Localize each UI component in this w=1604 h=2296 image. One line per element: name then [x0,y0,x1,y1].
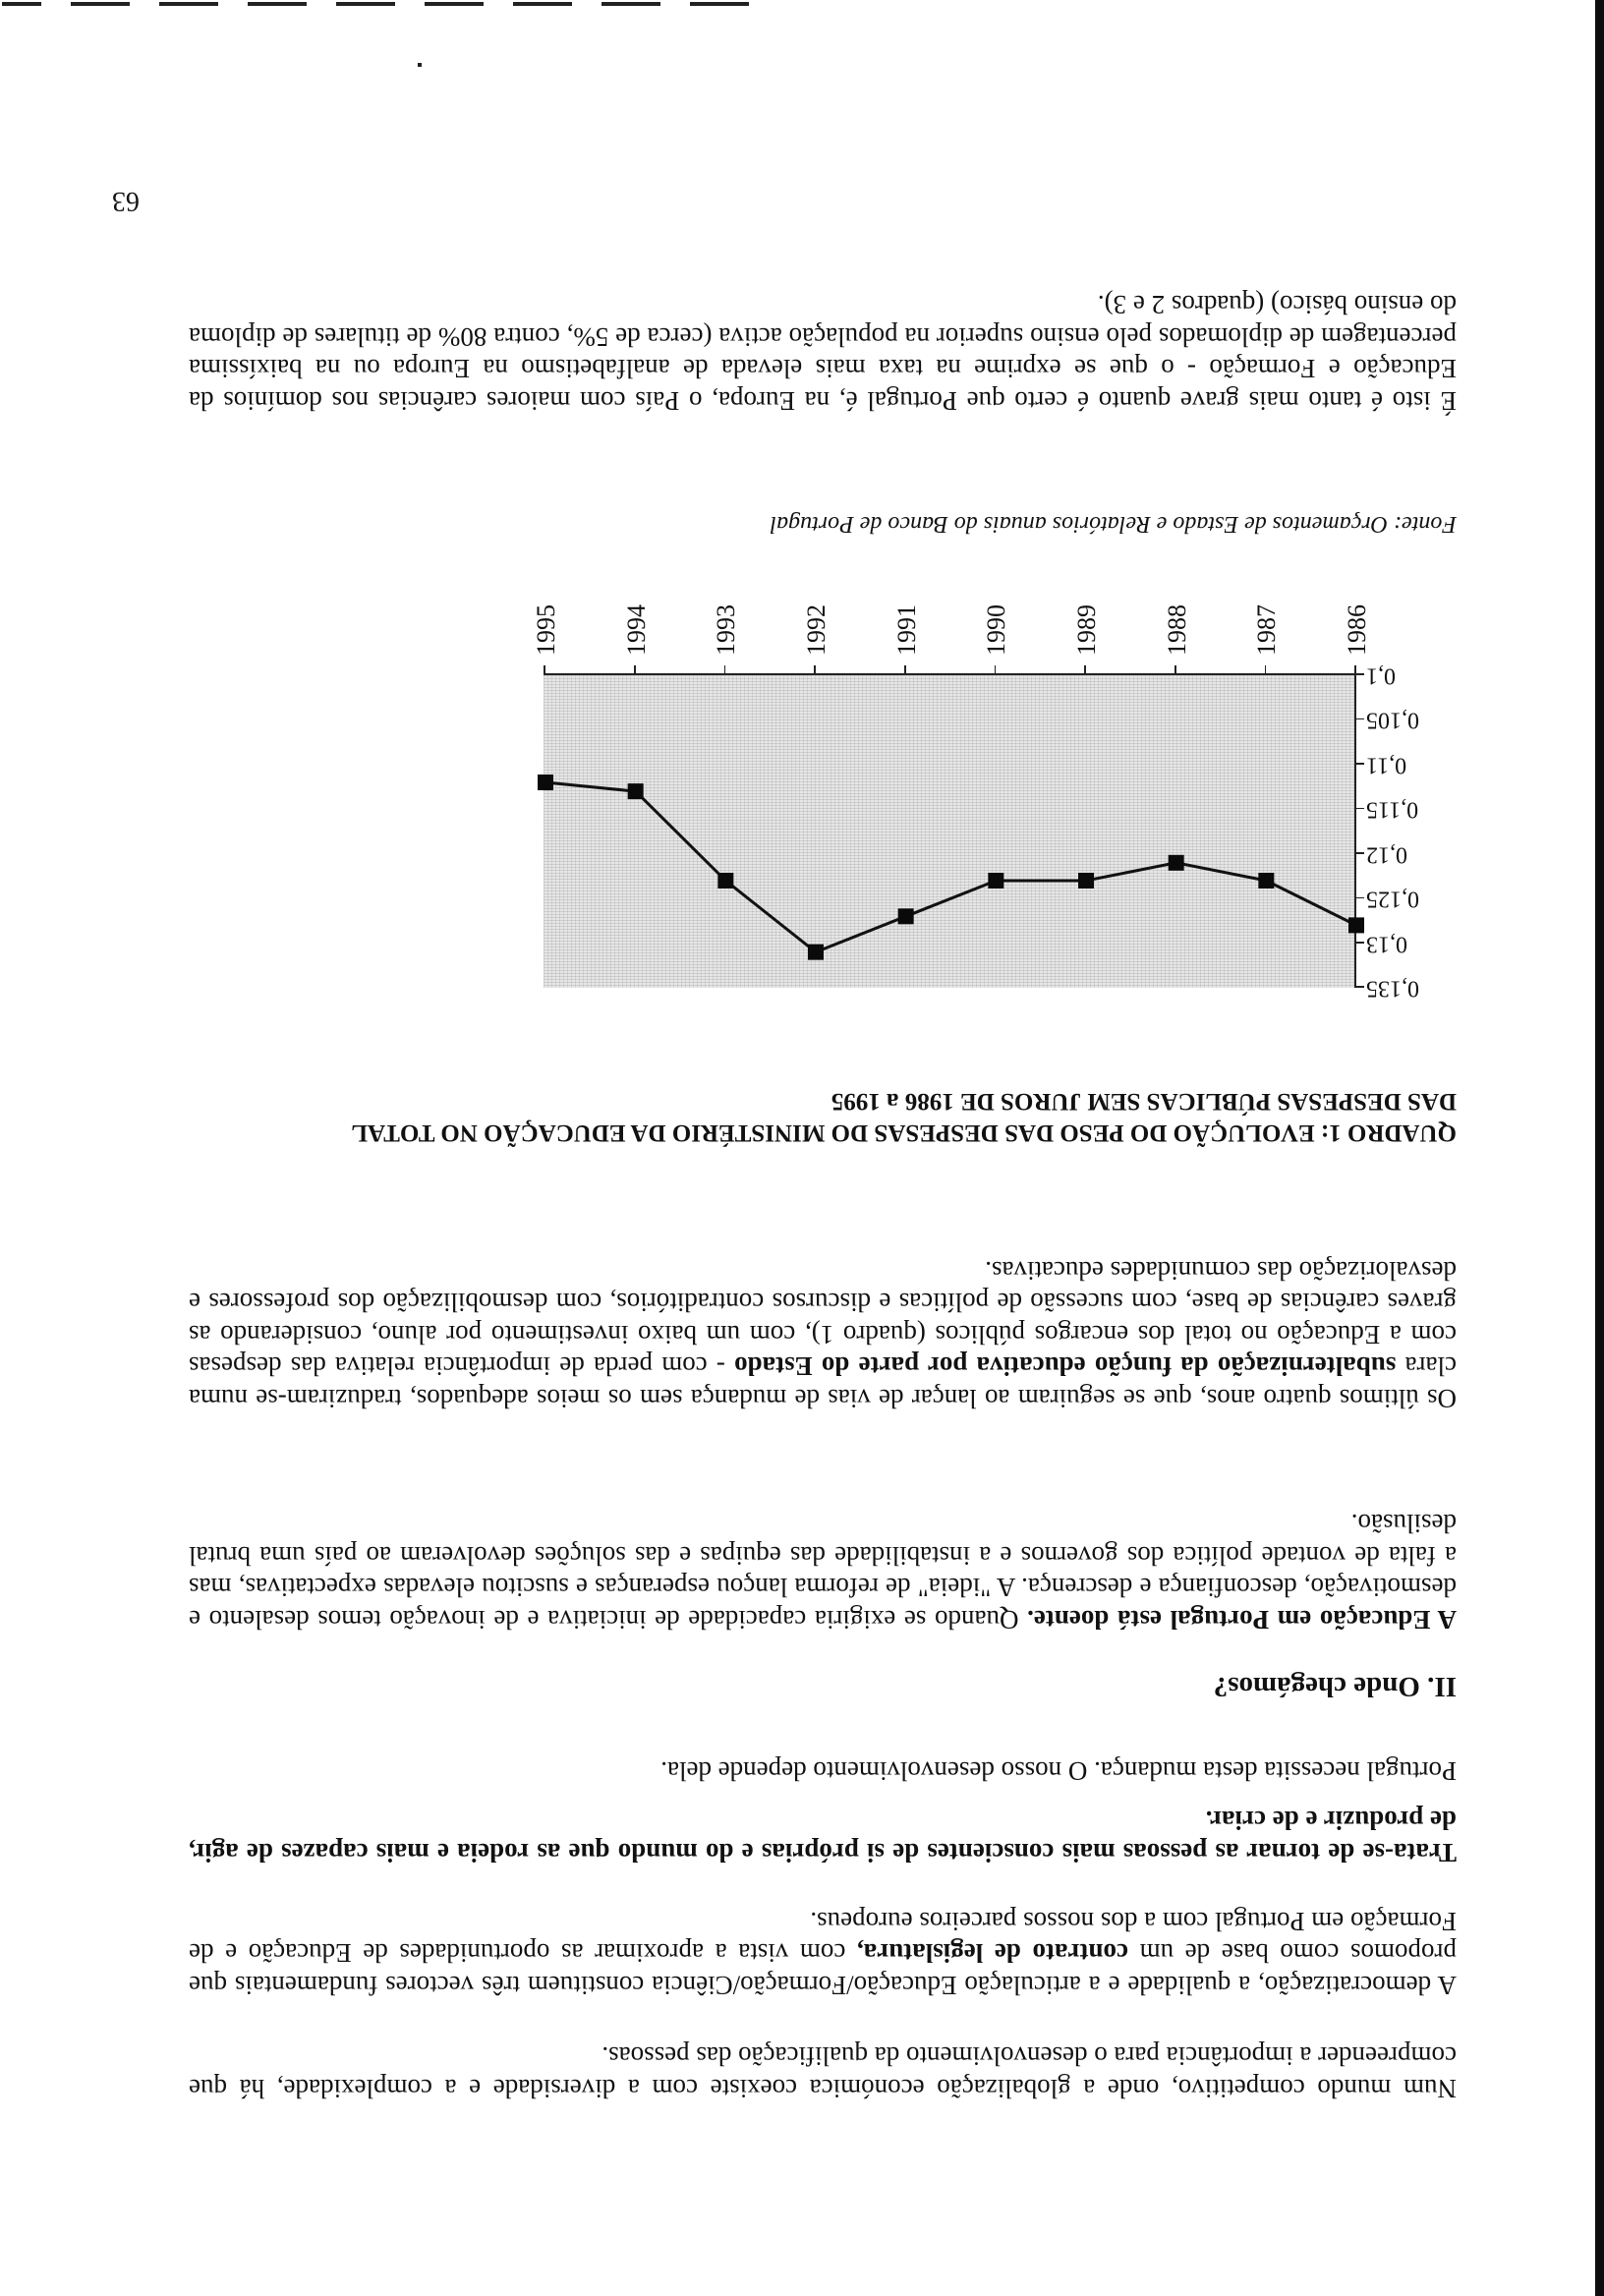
y-tick-label: 0,11 [1366,752,1407,778]
emphasis-subalternizacao: subalternização da função educativa por parte do Estado [734,1351,1397,1382]
y-tick-label: 0,115 [1366,796,1419,823]
x-tick-label: 1992 [802,604,831,656]
square-marker-icon [988,873,1003,889]
y-tick-label: 0,105 [1366,707,1419,733]
x-tick [904,665,906,675]
square-marker-icon [1169,855,1184,871]
paragraph-text [189,1906,1457,2002]
scan-edge-marks [2,2,749,6]
x-tick [544,665,546,675]
square-marker-icon [898,908,914,924]
y-tick-label: 0,1 [1366,662,1396,689]
paragraph-educacao-doente [189,1508,1457,1636]
y-tick-label: 0,13 [1366,931,1407,957]
square-marker-icon [1258,873,1274,889]
x-tick [1265,665,1267,675]
x-tick-label: 1990 [982,604,1011,656]
x-tick-label: 1993 [712,604,741,656]
x-tick-label: 1988 [1162,604,1191,656]
x-tick-label: 1995 [532,604,560,656]
x-tick [995,665,997,675]
paragraph-portugal-necessita [189,1755,1457,1788]
y-tick-label: 0,135 [1366,975,1419,1002]
data-series [545,675,1356,988]
figure-title [189,1085,1457,1148]
paragraph-ultimos-anos [189,1255,1457,1415]
x-tick [1085,665,1087,675]
x-tick-label: 1989 [1072,604,1101,656]
paragraph-democratizacao [189,1906,1457,2002]
x-tick-label: 1986 [1343,604,1371,656]
text-run: A democratização, a qualidade e a articulação Educação/Formação/Ciência constituem três vectores fundamentais que propomos como base de um [189,1938,1457,2000]
scan-border [1595,0,1604,2296]
paragraph-text: É isto é tanto mais grave quanto é certo que Portugal é, na Europa, o País com maiores carências nos domínios da Educação e Formação - o que se exprime na taxa mais elevada de analfabetismo na Europa ou na baixíssima percentagem de diplomados pelo ensino superior na população activa (cerca de 5%, contra 80% de titulares de diploma do ensino básico) (quadros 2 e 3). [189,290,1457,416]
text-run: com vista a aproximar as oportunidades de Educação e de Formação em Portugal com a dos nossos parceiros europeus. [189,1907,1457,1969]
paragraph-text [189,1255,1457,1415]
text-run: - com perda de importância relativa das despesas com a Educação no total dos encargos públicos (quadro 1), com um baixo investimento por aluno, considerando as graves carências de base, com sucessão de políticas e discursos contraditórios, com desmobilização dos professores e desvalorização das comunidades educativas. [188,1256,1457,1382]
paragraph-text: Trata-se de tornar as pessoas mais conscientes de si próprias e do mundo que as rodeia e mais capazes de agir, de produzir e de criar. [189,1806,1457,1867]
paragraph-isto-grave [189,289,1457,417]
x-tick-label: 1987 [1252,604,1282,656]
paragraph-text [189,1508,1457,1636]
text-run: Os últimos quatro anos, que se seguiram ao lançar de vias de mudança sem os meios adequados, traduziram-se numa clara [189,1351,1457,1413]
series-line [545,782,1356,952]
x-tick [1174,665,1176,675]
figure-source: Fonte: Orçamentos de Estado e Relatórios anuais do Banco de Portugal [770,511,1457,537]
figure-title-line: DAS DESPESAS PÚBLICAS SEM JUROS DE 1986 a 1995 [831,1088,1457,1115]
paragraph-text: Portugal necessita desta mudança. O nosso desenvolvimento depende dela. [660,1756,1457,1786]
line-chart [474,556,1457,1018]
square-marker-icon [1078,873,1094,889]
x-tick [724,665,726,675]
x-tick [815,665,817,675]
x-tick [1355,665,1357,675]
y-tick-label: 0,12 [1366,841,1407,868]
square-marker-icon [628,783,644,799]
text-run: Quando se exigiria capacidade de iniciativa e de inovação temos desalento e desmotivação, desconfiança e descrença. A "ideia" de reforma lançou esperanças e suscitou elevadas expectativas, mas a falta de vontade política dos governos e a instabilidade das equipas e das soluções devolveram ao país uma brutal desilusão. [188,1509,1457,1635]
x-tick [634,665,636,675]
emphasis-contrato: contrato de legislatura, [856,1938,1128,1969]
square-marker-icon [1348,917,1364,933]
emphasis-doente: A Educação em Portugal está doente. [1027,1605,1457,1635]
figure-title-line: QUADRO 1: EVOLUÇÃO DO PESO DAS DESPESAS DO MINISTÉRIO DA EDUCAÇÃO NO TOTAL [351,1119,1457,1146]
paragraph-trata-se [189,1805,1457,1868]
scan-speck [418,63,422,67]
square-marker-icon [717,873,733,889]
square-marker-icon [808,945,824,960]
square-marker-icon [538,775,553,790]
y-tick-label: 0,125 [1366,886,1419,912]
page-number: 63 [112,186,140,216]
paragraph-globalizacao [189,2040,1457,2104]
x-tick-label: 1991 [891,604,921,656]
paragraph-text: Num mundo competitivo, onde a globalização económica coexiste com a diversidade e a complexidade, há que compreender a importância para o desenvolvimento da qualificação das pessoas. [189,2041,1457,2103]
section-heading: II. Onde chegámos? [1213,1671,1457,1702]
x-tick-label: 1994 [621,604,651,656]
